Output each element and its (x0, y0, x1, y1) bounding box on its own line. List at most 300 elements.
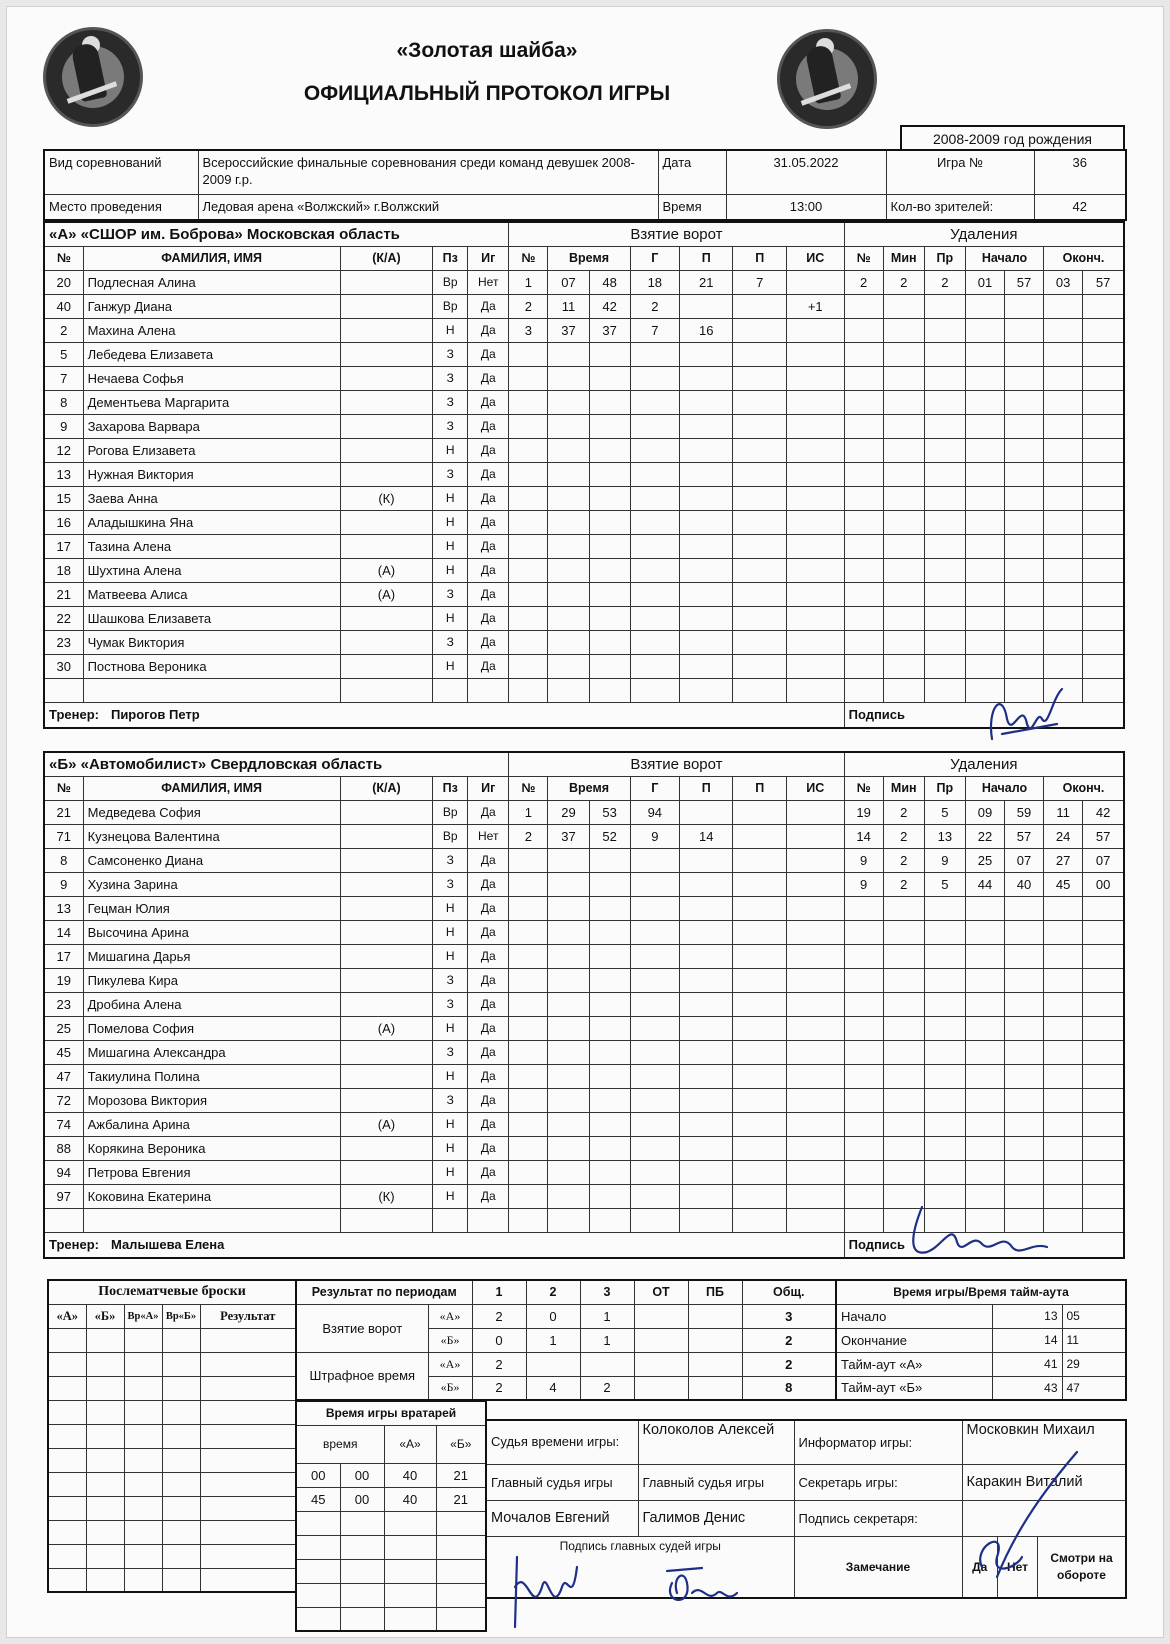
pen-end-min (1044, 366, 1083, 390)
pen-minutes (883, 606, 924, 630)
pen-end-sec (1083, 1040, 1124, 1064)
game-number-value: 36 (1034, 150, 1126, 194)
goal-assist-1 (680, 630, 733, 654)
player-position: Н (433, 1112, 468, 1136)
player-position: Н (433, 944, 468, 968)
goal-assist-2 (733, 1088, 786, 1112)
timeout-b-min: 43 (992, 1376, 1062, 1400)
timeout-b-sec: 47 (1062, 1376, 1126, 1400)
player-played: Да (468, 896, 509, 920)
goal-number (509, 920, 548, 944)
pen-reason (924, 920, 965, 944)
secretary-label: Секретарь игры: (794, 1464, 962, 1500)
goal-scorer (630, 1016, 679, 1040)
goal-scorer (630, 944, 679, 968)
pen-reason (924, 944, 965, 968)
goal-scorer (630, 654, 679, 678)
player-name: Самсоненко Диана (83, 848, 340, 872)
goal-assist-1 (680, 486, 733, 510)
goal-assist-2 (733, 944, 786, 968)
player-position: Вр (433, 270, 468, 294)
player-number: 97 (44, 1184, 83, 1208)
pen-minutes (883, 920, 924, 944)
pen-end-min (1044, 920, 1083, 944)
player-position: З (433, 1040, 468, 1064)
player-played: Да (468, 968, 509, 992)
player-role: (К) (340, 1184, 433, 1208)
pen-minutes (883, 366, 924, 390)
player-row (44, 270, 1124, 294)
player-position: Н (433, 1184, 468, 1208)
goal-number: 2 (509, 294, 548, 318)
goal-scorer (630, 606, 679, 630)
goal-assist-1 (680, 390, 733, 414)
pen-reason (924, 968, 965, 992)
shootout-title: Послематчевые броски (48, 1280, 296, 1304)
player-name: Рогова Елизавета (83, 438, 340, 462)
goal-scorer (630, 1088, 679, 1112)
pen-minutes (883, 510, 924, 534)
goal-number (509, 510, 548, 534)
pen-start-sec (1005, 606, 1044, 630)
pen-a-p2 (526, 1352, 580, 1376)
pen-number (844, 630, 883, 654)
pen-end-sec (1083, 558, 1124, 582)
pen-number (844, 944, 883, 968)
pen-start-sec (1005, 438, 1044, 462)
player-number: 12 (44, 438, 83, 462)
player-played: Да (468, 342, 509, 366)
pen-start-sec: 57 (1005, 824, 1044, 848)
pen-col-number: № (844, 246, 883, 270)
pen-end-min (1044, 1088, 1083, 1112)
coach-row (44, 702, 844, 728)
goal-scorer (630, 896, 679, 920)
player-number: 2 (44, 318, 83, 342)
goal-sec (589, 1184, 630, 1208)
player-number: 30 (44, 654, 83, 678)
shootout-col-a: «А» (48, 1304, 86, 1328)
pen-col-start: Начало (965, 246, 1043, 270)
pen-minutes (883, 1160, 924, 1184)
chief-referee-label-2: Главный судья игры (638, 1464, 794, 1500)
pen-start-min (965, 968, 1004, 992)
goal-assist-1 (680, 920, 733, 944)
player-position: З (433, 992, 468, 1016)
player-name: Помелова София (83, 1016, 340, 1040)
goal-assist-2 (733, 558, 786, 582)
goal-assist-1 (680, 654, 733, 678)
pen-end-sec (1083, 1208, 1124, 1232)
player-number: 74 (44, 1112, 83, 1136)
pen-minutes (883, 414, 924, 438)
player-played: Да (468, 992, 509, 1016)
player-number: 20 (44, 270, 83, 294)
pen-minutes (883, 896, 924, 920)
player-row (44, 438, 1124, 462)
goal-number (509, 654, 548, 678)
goal-min: 37 (548, 824, 589, 848)
goal-situation (786, 824, 844, 848)
goal-sec (589, 558, 630, 582)
goal-assist-2 (733, 992, 786, 1016)
goal-min (548, 1112, 589, 1136)
pen-reason (924, 992, 965, 1016)
goals-section-title: Взятие ворот (509, 222, 844, 246)
goal-situation (786, 318, 844, 342)
player-played: Да (468, 848, 509, 872)
goal-scorer (630, 1064, 679, 1088)
player-played: Нет (468, 270, 509, 294)
player-played: Да (468, 606, 509, 630)
pen-end-sec: 42 (1083, 800, 1124, 824)
goal-number (509, 1136, 548, 1160)
goal-situation (786, 630, 844, 654)
goal-assist-1 (680, 872, 733, 896)
goal-sec (589, 486, 630, 510)
note-label: Замечание (794, 1536, 962, 1598)
pen-end-sec (1083, 510, 1124, 534)
time-value: 13:00 (726, 194, 886, 220)
goal-min: 29 (548, 800, 589, 824)
date-label: Дата (658, 150, 726, 194)
pen-reason (924, 630, 965, 654)
pen-number (844, 414, 883, 438)
player-position: Н (433, 318, 468, 342)
goal-min (548, 920, 589, 944)
goal-situation (786, 848, 844, 872)
player-position: Н (433, 438, 468, 462)
goal-scorer (630, 534, 679, 558)
goal-sec (589, 1088, 630, 1112)
player-number: 9 (44, 872, 83, 896)
player-played: Да (468, 510, 509, 534)
pen-minutes (883, 944, 924, 968)
goals-b-p2: 1 (526, 1328, 580, 1352)
shootout-col-gk-b: Вр«Б» (162, 1304, 200, 1328)
goal-assist-2 (733, 606, 786, 630)
timeout-a-label: Тайм-аут «А» (836, 1352, 992, 1376)
pen-number (844, 534, 883, 558)
pen-reason (924, 534, 965, 558)
pen-minutes (883, 1112, 924, 1136)
pen-end-sec (1083, 486, 1124, 510)
goal-situation (786, 920, 844, 944)
goal-number (509, 1112, 548, 1136)
goal-sec (589, 1040, 630, 1064)
signature-label: Подпись (844, 1232, 1124, 1258)
pen-start-min (965, 654, 1004, 678)
player-position: Вр (433, 800, 468, 824)
player-number: 23 (44, 630, 83, 654)
player-name: Гецман Юлия (83, 896, 340, 920)
goal-assist-1 (680, 800, 733, 824)
goal-col-time: Время (548, 776, 630, 800)
player-position: З (433, 366, 468, 390)
pen-number (844, 1184, 883, 1208)
goal-assist-2: 7 (733, 270, 786, 294)
goals-team-b-label: «Б» (428, 1328, 472, 1352)
pen-reason (924, 606, 965, 630)
pen-reason (924, 654, 965, 678)
pen-start-min: 09 (965, 800, 1004, 824)
goal-scorer (630, 510, 679, 534)
player-played: Да (468, 534, 509, 558)
goal-col-scorer: Г (630, 776, 679, 800)
pen-end-min (1044, 1160, 1083, 1184)
protocol-sheet (6, 6, 1164, 1638)
goal-min (548, 558, 589, 582)
player-played: Да (468, 800, 509, 824)
pen-reason (924, 342, 965, 366)
goal-assist-1 (680, 968, 733, 992)
goal-assist-2 (733, 920, 786, 944)
pen-start-sec (1005, 510, 1044, 534)
pen-end-min (1044, 606, 1083, 630)
coach-label: Тренер: (49, 707, 99, 723)
goal-number (509, 486, 548, 510)
pen-number (844, 920, 883, 944)
player-name: Корякина Вероника (83, 1136, 340, 1160)
pen-start-sec: 59 (1005, 800, 1044, 824)
goal-assist-1 (680, 1184, 733, 1208)
goal-situation (786, 270, 844, 294)
competition-value: Всероссийские финальные соревнования среди команд девушек 2008-2009 г.р. (198, 150, 658, 194)
col-played: Иг (468, 246, 509, 270)
player-role: (А) (340, 1016, 433, 1040)
player-played: Да (468, 654, 509, 678)
goals-a-p1: 2 (472, 1304, 526, 1328)
goalie-row1-sec: 00 (340, 1463, 384, 1487)
pen-number (844, 582, 883, 606)
goal-sec (589, 992, 630, 1016)
player-row (44, 534, 1124, 558)
pen-end-sec (1083, 342, 1124, 366)
signature-label: Подпись (844, 702, 1124, 728)
goal-sec (589, 896, 630, 920)
goalie-row1-min: 00 (296, 1463, 340, 1487)
player-row (44, 824, 1124, 848)
player-position: З (433, 342, 468, 366)
pen-number (844, 438, 883, 462)
player-row (44, 486, 1124, 510)
goal-assist-2 (733, 366, 786, 390)
goal-min: 11 (548, 294, 589, 318)
player-number: 22 (44, 606, 83, 630)
pen-end-min (1044, 486, 1083, 510)
goal-assist-2 (733, 1184, 786, 1208)
player-role: (А) (340, 582, 433, 606)
goal-min (548, 1088, 589, 1112)
player-position: Н (433, 534, 468, 558)
goal-sec: 52 (589, 824, 630, 848)
goal-assist-2 (733, 824, 786, 848)
goal-sec (589, 920, 630, 944)
player-played: Да (468, 318, 509, 342)
player-row (44, 896, 1124, 920)
goal-min (548, 1136, 589, 1160)
pen-start-sec (1005, 318, 1044, 342)
pen-start-min: 22 (965, 824, 1004, 848)
pen-col-number: № (844, 776, 883, 800)
pen-end-sec (1083, 606, 1124, 630)
player-row (44, 968, 1124, 992)
pen-end-sec (1083, 1088, 1124, 1112)
player-role (340, 510, 433, 534)
pen-number (844, 342, 883, 366)
player-position: Н (433, 1016, 468, 1040)
player-name: Ганжур Диана (83, 294, 340, 318)
goals-b-ot (634, 1328, 688, 1352)
goal-min (548, 1064, 589, 1088)
period-so-header: ПБ (688, 1280, 742, 1304)
goal-number (509, 342, 548, 366)
player-role (340, 390, 433, 414)
chief-referee-label-1: Главный судья игры (486, 1464, 638, 1500)
goal-scorer: 9 (630, 824, 679, 848)
periods-title: Результат по периодам (296, 1280, 472, 1304)
goal-situation (786, 1112, 844, 1136)
player-row (44, 654, 1124, 678)
goal-assist-2 (733, 872, 786, 896)
goal-min (548, 1040, 589, 1064)
player-row (44, 992, 1124, 1016)
pen-start-min (965, 1160, 1004, 1184)
goal-situation (786, 968, 844, 992)
player-role (340, 462, 433, 486)
player-name: Дементьева Маргарита (83, 390, 340, 414)
player-role (340, 438, 433, 462)
player-number: 15 (44, 486, 83, 510)
goal-sec (589, 1016, 630, 1040)
goal-assist-2 (733, 318, 786, 342)
pen-end-min (1044, 414, 1083, 438)
pen-start-min (965, 558, 1004, 582)
pen-reason (924, 318, 965, 342)
player-row (44, 872, 1124, 896)
goal-scorer (630, 992, 679, 1016)
goal-assist-1 (680, 1160, 733, 1184)
goal-assist-1: 14 (680, 824, 733, 848)
goal-number (509, 630, 548, 654)
goal-min (548, 630, 589, 654)
goal-assist-1 (680, 366, 733, 390)
goal-min (548, 1184, 589, 1208)
pen-b-p3: 2 (580, 1376, 634, 1400)
goal-scorer (630, 1040, 679, 1064)
goal-scorer: 2 (630, 294, 679, 318)
pen-end-min (1044, 342, 1083, 366)
player-name: Лебедева Елизавета (83, 342, 340, 366)
pen-number (844, 1208, 883, 1232)
spectators-value: 42 (1034, 194, 1126, 220)
pen-start-min (965, 582, 1004, 606)
player-played: Да (468, 920, 509, 944)
goal-number: 3 (509, 318, 548, 342)
goalie-row2-a: 40 (384, 1487, 436, 1511)
pen-b-so (688, 1376, 742, 1400)
goals-b-p3: 1 (580, 1328, 634, 1352)
player-played: Да (468, 558, 509, 582)
goal-assist-2 (733, 462, 786, 486)
goal-assist-1 (680, 1064, 733, 1088)
player-number: 17 (44, 534, 83, 558)
chief-referee-1-name: Мочалов Евгений (486, 1500, 638, 1536)
pen-minutes: 2 (883, 270, 924, 294)
pen-start-sec (1005, 558, 1044, 582)
player-name: Матвеева Алиса (83, 582, 340, 606)
player-name: Кузнецова Валентина (83, 824, 340, 848)
timeout-a-min: 41 (992, 1352, 1062, 1376)
player-role (340, 992, 433, 1016)
team-title: «Б» «Автомобилист» Свердловская область (44, 752, 509, 776)
player-name: Мишагина Александра (83, 1040, 340, 1064)
goal-assist-2 (733, 848, 786, 872)
player-played: Да (468, 1016, 509, 1040)
goal-situation (786, 606, 844, 630)
player-row (44, 800, 1124, 824)
player-row (44, 1160, 1124, 1184)
pen-minutes (883, 1136, 924, 1160)
player-name: Аладышкина Яна (83, 510, 340, 534)
shootout-col-result: Результат (200, 1304, 296, 1328)
pen-number (844, 462, 883, 486)
goal-sec (589, 1160, 630, 1184)
pen-number: 14 (844, 824, 883, 848)
player-position: Н (433, 510, 468, 534)
pen-end-sec (1083, 294, 1124, 318)
goal-situation (786, 1040, 844, 1064)
pen-col-reason: Пр (924, 776, 965, 800)
player-position: Н (433, 654, 468, 678)
player-number: 8 (44, 390, 83, 414)
pen-reason (924, 414, 965, 438)
player-row (44, 342, 1124, 366)
pen-start-sec (1005, 390, 1044, 414)
goals-a-ot (634, 1304, 688, 1328)
timeout-b-label: Тайм-аут «Б» (836, 1376, 992, 1400)
goal-assist-1 (680, 606, 733, 630)
goal-assist-1 (680, 294, 733, 318)
player-role (340, 342, 433, 366)
pen-reason: 2 (924, 270, 965, 294)
goal-sec (589, 630, 630, 654)
player-name: Петрова Евгения (83, 1160, 340, 1184)
pen-number (844, 318, 883, 342)
goal-situation (786, 872, 844, 896)
pen-b-p2: 4 (526, 1376, 580, 1400)
pen-end-sec: 00 (1083, 872, 1124, 896)
player-role (340, 534, 433, 558)
goal-assist-2 (733, 582, 786, 606)
player-number: 94 (44, 1160, 83, 1184)
goal-number (509, 678, 548, 702)
pen-reason (924, 896, 965, 920)
pen-minutes (883, 294, 924, 318)
pen-start-sec (1005, 896, 1044, 920)
date-value: 31.05.2022 (726, 150, 886, 194)
goal-assist-2 (733, 630, 786, 654)
goal-assist-1 (680, 582, 733, 606)
goal-col-scorer: Г (630, 246, 679, 270)
player-played: Да (468, 1088, 509, 1112)
pen-number (844, 510, 883, 534)
goal-sec: 37 (589, 318, 630, 342)
pen-reason (924, 1064, 965, 1088)
pen-end-sec (1083, 678, 1124, 702)
goal-number (509, 606, 548, 630)
goal-scorer (630, 872, 679, 896)
